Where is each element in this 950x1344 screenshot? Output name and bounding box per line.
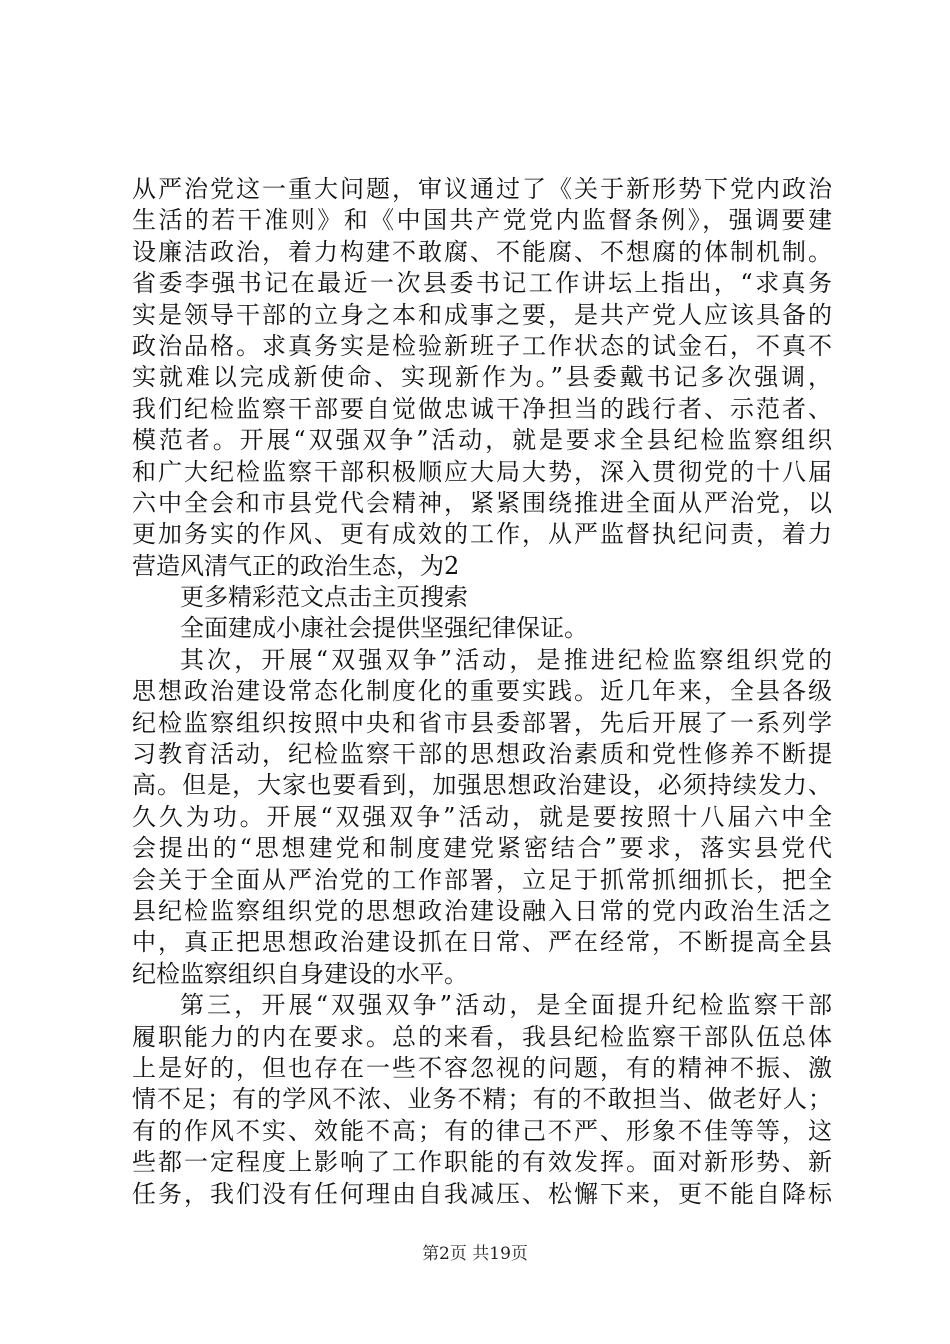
text-line: 第三，开展“双强双争”活动，是全面提升纪检监察干部 bbox=[180, 991, 832, 1020]
text-line: 高。但是，大家也要看到，加强思想政治建设，必须持续发力、 bbox=[132, 771, 832, 800]
text-line: 更加务实的作风、更有成效的工作，从严监督执纪问责，着力 bbox=[132, 520, 832, 549]
text-line: 县纪检监察组织党的思想政治建设融入日常的党内政治生活之 bbox=[132, 896, 832, 925]
text-line: 有的作风不实、效能不高；有的律己不严、形象不佳等等，这 bbox=[132, 1116, 832, 1145]
text-line: 任务，我们没有任何理由自我减压、松懈下来，更不能自降标 bbox=[132, 1179, 832, 1208]
text-line: 和广大纪检监察干部积极顺应大局大势，深入贯彻党的十八届 bbox=[132, 457, 832, 486]
page-footer: 第2页 共19页 bbox=[422, 1244, 528, 1264]
text-line: 省委李强书记在最近一次县委书记工作讲坛上指出，“求真务 bbox=[132, 269, 832, 298]
text-line: 设廉洁政治，着力构建不敢腐、不能腐、不想腐的体制机制。 bbox=[132, 237, 832, 266]
text-line: 履职能力的内在要求。总的来看，我县纪检监察干部队伍总体 bbox=[132, 1022, 832, 1051]
text-line: 情不足；有的学风不浓、业务不精；有的不敢担当、做老好人； bbox=[132, 1085, 832, 1114]
text-line: 营造风清气正的政治生态，为2 bbox=[132, 551, 460, 580]
text-line: 六中全会和市县党代会精神，紧紧围绕推进全面从严治党，以 bbox=[132, 488, 832, 517]
text-line: 我们纪检监察干部要自觉做忠诚干净担当的践行者、示范者、 bbox=[132, 394, 832, 423]
text-line: 全面建成小康社会提供坚强纪律保证。 bbox=[180, 614, 588, 643]
text-line: 政治品格。求真务实是检验新班子工作状态的试金石，不真不 bbox=[132, 331, 832, 360]
text-line: 纪检监察组织自身建设的水平。 bbox=[132, 959, 468, 988]
text-line: 思想政治建设常态化制度化的重要实践。近几年来，全县各级 bbox=[132, 677, 832, 706]
text-line: 中，真正把思想政治建设抓在日常、严在经常，不断提高全县 bbox=[132, 928, 832, 957]
document-body bbox=[132, 174, 832, 1210]
text-line: 会关于全面从严治党的工作部署，立足于抓常抓细抓长，把全 bbox=[132, 865, 832, 894]
text-line: 会提出的“思想建党和制度建党紧密结合”要求，落实县党代 bbox=[132, 834, 832, 863]
text-line: 纪检监察组织按照中央和省市县委部署，先后开展了一系列学 bbox=[132, 708, 832, 737]
text-line: 从严治党这一重大问题，审议通过了《关于新形势下党内政治 bbox=[132, 175, 832, 203]
text-line: 生活的若干准则》和《中国共产党党内监督条例》，强调要建 bbox=[132, 206, 832, 235]
text-line: 实是领导干部的立身之本和成事之要，是共产党人应该具备的 bbox=[132, 300, 832, 329]
text-line: 其次，开展“双强双争”活动，是推进纪检监察组织党的 bbox=[180, 645, 832, 674]
text-line: 更多精彩范文点击主页搜索 bbox=[180, 583, 468, 612]
text-line: 上是好的，但也存在一些不容忽视的问题，有的精神不振、激 bbox=[132, 1053, 832, 1082]
text-line: 习教育活动，纪检监察干部的思想政治素质和党性修养不断提 bbox=[132, 740, 832, 769]
text-line: 些都一定程度上影响了工作职能的有效发挥。面对新形势、新 bbox=[132, 1148, 832, 1177]
text-line: 久久为功。开展“双强双争”活动，就是要按照十八届六中全 bbox=[132, 802, 832, 831]
text-line: 实就难以完成新使命、实现新作为。”县委戴书记多次强调， bbox=[132, 363, 832, 392]
text-line: 模范者。开展“双强双争”活动，就是要求全县纪检监察组织 bbox=[132, 426, 832, 455]
